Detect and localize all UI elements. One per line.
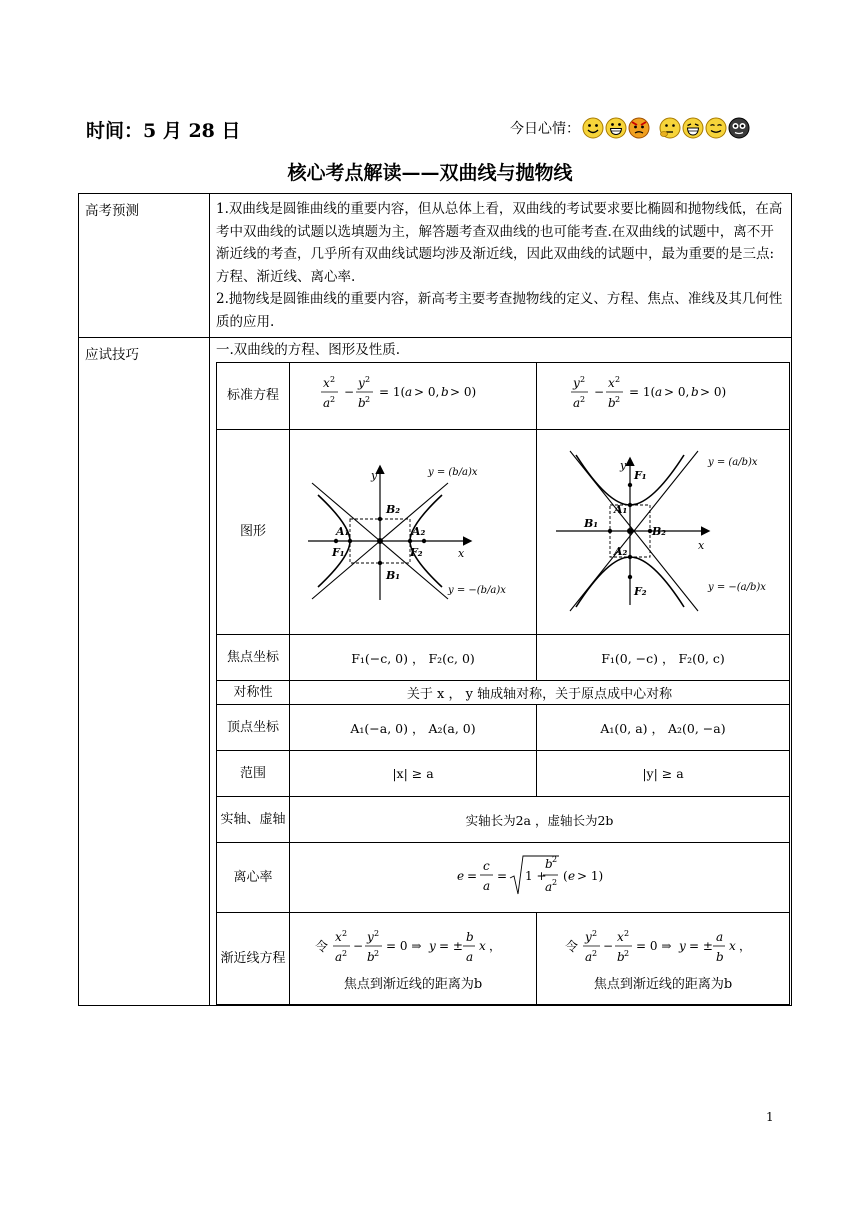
vertex-row bbox=[217, 705, 790, 751]
fig-v-asym-up: y = (a/b)x bbox=[708, 457, 758, 468]
axis-text: 实轴长为2a ，虚轴长为2b bbox=[290, 797, 790, 843]
eccentricity-label: 离心率 bbox=[217, 843, 290, 913]
svg-text:= ±: = ± bbox=[439, 939, 463, 953]
svg-text:2: 2 bbox=[580, 375, 586, 384]
forecast-paragraph-1: 1.双曲线是圆锥曲线的重要内容，但从总体上看，双曲线的考试要求要比椭圆和抛物线低，在高考中双曲线的试题以选填题为主，解答题考查双曲线的也可能考查.在双曲线的试题中，离不开渐近线的考查，几乎所有双曲线试题均涉及渐近线，因此双曲线的试题中，最为重要的是三点:方程、渐近线、离心率. bbox=[216, 201, 783, 285]
asymptote-row bbox=[217, 913, 790, 1005]
svg-text:令: 令 bbox=[315, 940, 329, 955]
svg-text:a: a bbox=[405, 385, 413, 399]
fig-v-a1: A₁ bbox=[614, 503, 628, 516]
fig-v-asym-dn: y = −(a/b)x bbox=[708, 582, 766, 593]
svg-text:y: y bbox=[585, 930, 592, 944]
svg-text:2: 2 bbox=[624, 949, 630, 958]
svg-text:> 0): > 0) bbox=[700, 385, 727, 399]
svg-text:a: a bbox=[585, 950, 593, 964]
thinking-face-icon bbox=[659, 117, 681, 139]
svg-text:−: − bbox=[353, 939, 364, 953]
svg-text:b: b bbox=[608, 396, 616, 410]
svg-text:a: a bbox=[466, 950, 474, 964]
svg-text:a: a bbox=[716, 930, 724, 944]
symmetry-row bbox=[217, 681, 790, 705]
focus-horizontal: F₁(−c, 0) ， F₂(c, 0) bbox=[290, 635, 537, 681]
svg-text:x: x bbox=[479, 939, 486, 953]
std-eq-label: 标准方程 bbox=[217, 363, 290, 430]
figure-row bbox=[217, 430, 790, 635]
svg-text:x: x bbox=[608, 376, 615, 390]
svg-text:y: y bbox=[429, 939, 436, 953]
range-label: 范围 bbox=[217, 751, 290, 797]
svg-text:a: a bbox=[544, 879, 552, 894]
fig-v-b1: B₁ bbox=[584, 517, 599, 530]
fig-v-a2: A₂ bbox=[614, 545, 628, 558]
svg-text:> 1): > 1) bbox=[576, 868, 603, 883]
mood-icons bbox=[582, 117, 751, 139]
svg-text:=: = bbox=[466, 868, 477, 883]
svg-text:= 1(: = 1( bbox=[379, 385, 406, 399]
figure-label: 图形 bbox=[217, 430, 290, 635]
symmetry-text: 关于 x ， y 轴成轴对称，关于原点成中心对称 bbox=[290, 681, 790, 705]
svg-text:b: b bbox=[358, 396, 366, 410]
svg-text:> 0,: > 0, bbox=[664, 385, 690, 399]
focus-row bbox=[217, 635, 790, 681]
main-table bbox=[78, 193, 792, 1006]
svg-text:，: ， bbox=[489, 939, 502, 953]
svg-text:2: 2 bbox=[580, 395, 586, 404]
fig-v-x-label: x bbox=[698, 539, 705, 552]
svg-text:1 +: 1 + bbox=[524, 868, 547, 883]
skills-intro: 一.双曲线的方程、图形及性质. bbox=[216, 342, 401, 358]
svg-text:b: b bbox=[544, 856, 553, 871]
svg-text:2: 2 bbox=[374, 949, 380, 958]
svg-text:b: b bbox=[716, 950, 724, 964]
eccentricity-row bbox=[217, 843, 790, 913]
eccentricity-formula bbox=[455, 850, 625, 902]
cool-face-icon bbox=[728, 117, 750, 139]
asymptote-horizontal bbox=[290, 913, 537, 1005]
figure-vertical-cell bbox=[537, 430, 790, 635]
skills-content bbox=[210, 338, 792, 1006]
svg-text:y: y bbox=[573, 376, 580, 390]
svg-text:= 0 ⇒: = 0 ⇒ bbox=[636, 939, 672, 953]
fig-h-b2: B₂ bbox=[386, 503, 401, 516]
asymptote-v-note: 焦点到渐近线的距离为b bbox=[593, 977, 733, 992]
figure-horizontal-cell bbox=[290, 430, 537, 635]
svg-text:a: a bbox=[655, 385, 663, 399]
svg-text:2: 2 bbox=[365, 395, 371, 404]
svg-text:2: 2 bbox=[342, 949, 348, 958]
svg-text:−: − bbox=[603, 939, 614, 953]
std-eq-horizontal bbox=[290, 363, 537, 430]
smirk-face-icon bbox=[705, 117, 727, 139]
forecast-content bbox=[210, 194, 792, 338]
svg-text:−: − bbox=[594, 385, 605, 399]
asymptote-v-formula bbox=[563, 925, 763, 969]
axis-label: 实轴、虚轴 bbox=[217, 797, 290, 843]
forecast-row bbox=[79, 194, 792, 338]
svg-text:2: 2 bbox=[592, 949, 598, 958]
vertical-hyperbola-figure bbox=[548, 445, 778, 615]
asymptote-label: 渐近线方程 bbox=[217, 913, 290, 1005]
horizontal-hyperbola-figure bbox=[298, 455, 528, 605]
svg-text:y: y bbox=[367, 930, 374, 944]
range-row bbox=[217, 751, 790, 797]
asymptote-h-note: 焦点到渐近线的距离为b bbox=[343, 977, 483, 992]
svg-text:2: 2 bbox=[365, 375, 371, 384]
svg-text:2: 2 bbox=[592, 929, 598, 938]
svg-text:x: x bbox=[617, 930, 624, 944]
range-horizontal: |x| ≥ a bbox=[290, 751, 537, 797]
fig-h-a2: A₂ bbox=[412, 525, 426, 538]
svg-text:2: 2 bbox=[624, 929, 630, 938]
asymptote-vertical bbox=[537, 913, 790, 1005]
svg-text:b: b bbox=[466, 930, 474, 944]
svg-text:b: b bbox=[691, 385, 699, 399]
std-eq-vertical bbox=[537, 363, 790, 430]
range-vertical: |y| ≥ a bbox=[537, 751, 790, 797]
std-eq-h-formula bbox=[313, 372, 513, 416]
svg-text:2: 2 bbox=[342, 929, 348, 938]
fig-h-f1: F₁ bbox=[332, 546, 345, 559]
date-heading: 时间：5 月 28 日 bbox=[86, 120, 241, 142]
fig-h-asym-up: y = (b/a)x bbox=[428, 467, 478, 478]
std-eq-row bbox=[217, 363, 790, 430]
svg-text:2: 2 bbox=[330, 375, 336, 384]
angry-face-icon bbox=[628, 117, 650, 139]
fig-v-f1: F₁ bbox=[634, 469, 647, 482]
svg-text:c: c bbox=[482, 858, 490, 873]
page-number: 1 bbox=[766, 1110, 774, 1124]
skills-row bbox=[79, 338, 792, 1006]
svg-text:2: 2 bbox=[551, 854, 557, 864]
focus-label: 焦点坐标 bbox=[217, 635, 290, 681]
hyperbola-properties-table bbox=[216, 362, 790, 1005]
svg-text:> 0): > 0) bbox=[450, 385, 477, 399]
svg-text:e: e bbox=[456, 868, 464, 883]
svg-text:y: y bbox=[679, 939, 686, 953]
fig-h-a1: A₁ bbox=[336, 525, 350, 538]
fig-h-x-label: x bbox=[458, 547, 465, 560]
fig-h-b1: B₁ bbox=[386, 569, 401, 582]
svg-text:= 0 ⇒: = 0 ⇒ bbox=[386, 939, 422, 953]
svg-text:a: a bbox=[335, 950, 343, 964]
svg-text:2: 2 bbox=[551, 877, 557, 887]
mood-section bbox=[510, 117, 751, 139]
grin-face-icon bbox=[605, 117, 627, 139]
svg-text:x: x bbox=[335, 930, 342, 944]
svg-text:a: a bbox=[482, 878, 490, 893]
svg-text:= ±: = ± bbox=[689, 939, 713, 953]
smile-face-icon bbox=[582, 117, 604, 139]
svg-text:b: b bbox=[367, 950, 375, 964]
svg-text:e: e bbox=[567, 868, 575, 883]
vertex-vertical: A₁(0, a) ， A₂(0, −a) bbox=[537, 705, 790, 751]
svg-text:b: b bbox=[617, 950, 625, 964]
svg-text:a: a bbox=[573, 396, 581, 410]
fig-h-y-label: y bbox=[371, 469, 378, 482]
fig-v-y-label: y bbox=[620, 459, 627, 472]
asymptote-h-formula bbox=[313, 925, 513, 969]
fig-h-asym-dn: y = −(b/a)x bbox=[448, 585, 506, 596]
axis-row bbox=[217, 797, 790, 843]
svg-text:令: 令 bbox=[565, 940, 579, 955]
svg-text:x: x bbox=[323, 376, 330, 390]
svg-text:2: 2 bbox=[615, 395, 621, 404]
svg-text:a: a bbox=[323, 396, 331, 410]
vertex-horizontal: A₁(−a, 0) ， A₂(a, 0) bbox=[290, 705, 537, 751]
eccentricity-formula-cell bbox=[290, 843, 790, 913]
fig-v-f2: F₂ bbox=[634, 585, 647, 598]
svg-text:b: b bbox=[441, 385, 449, 399]
svg-text:= 1(: = 1( bbox=[629, 385, 656, 399]
forecast-label: 高考预测 bbox=[79, 194, 210, 338]
focus-vertical: F₁(0, −c) ， F₂(0, c) bbox=[537, 635, 790, 681]
svg-text:2: 2 bbox=[330, 395, 336, 404]
svg-text:> 0,: > 0, bbox=[414, 385, 440, 399]
svg-text:2: 2 bbox=[374, 929, 380, 938]
svg-text:−: − bbox=[344, 385, 355, 399]
std-eq-v-formula bbox=[563, 372, 763, 416]
fig-v-b2: B₂ bbox=[652, 525, 667, 538]
fig-h-f2: F₂ bbox=[410, 546, 423, 559]
forecast-paragraph-2: 2.抛物线是圆锥曲线的重要内容，新高考主要考查抛物线的定义、方程、焦点、准线及其几何性质的应用. bbox=[216, 291, 783, 330]
document-title: 核心考点解读——双曲线与抛物线 bbox=[287, 162, 573, 184]
vertex-label: 顶点坐标 bbox=[217, 705, 290, 751]
svg-text:2: 2 bbox=[615, 375, 621, 384]
skills-label: 应试技巧 bbox=[79, 338, 210, 1006]
svg-text:y: y bbox=[358, 376, 365, 390]
svg-text:x: x bbox=[729, 939, 736, 953]
svg-text:=: = bbox=[496, 868, 507, 883]
mood-label: 今日心情： bbox=[510, 121, 580, 137]
svg-text:(: ( bbox=[562, 868, 568, 883]
symmetry-label: 对称性 bbox=[217, 681, 290, 705]
svg-text:，: ， bbox=[739, 939, 752, 953]
laughing-face-icon bbox=[682, 117, 704, 139]
